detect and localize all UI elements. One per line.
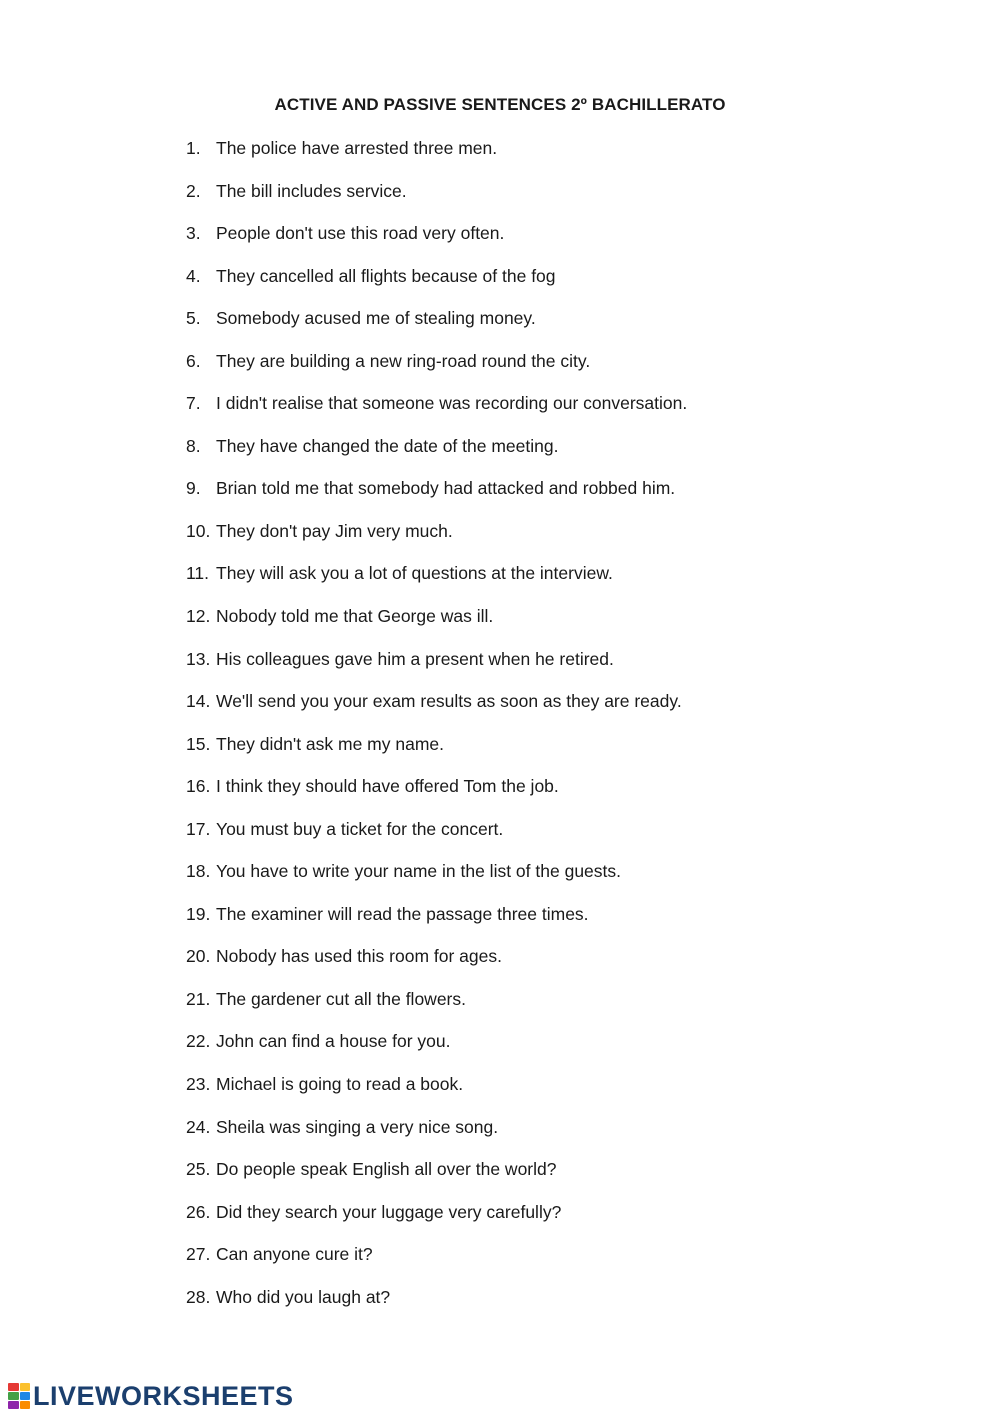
item-number: 26. xyxy=(186,1201,211,1222)
list-item xyxy=(186,221,687,264)
item-sentence: You have to write your name in the list of the guests. xyxy=(216,861,622,882)
item-sentence: Nobody told me that George was ill. xyxy=(216,606,494,627)
item-sentence: You must buy a ticket for the concert. xyxy=(216,818,504,839)
item-sentence: The examiner will read the passage three times. xyxy=(216,903,589,924)
item-number: 16. xyxy=(186,776,211,797)
list-item xyxy=(186,817,687,860)
logo-text: LIVEWORKSHEETS xyxy=(33,1380,294,1411)
logo-block xyxy=(8,1392,19,1400)
item-number: 1. xyxy=(186,138,201,158)
item-sentence: They have changed the date of the meeting. xyxy=(216,435,559,456)
list-item xyxy=(186,349,687,392)
list-item xyxy=(186,604,687,647)
item-number: 20. xyxy=(186,946,211,967)
item-sentence: The bill includes service. xyxy=(216,180,407,201)
list-item xyxy=(186,179,687,222)
item-number: 2. xyxy=(186,180,201,201)
list-item xyxy=(186,987,687,1030)
item-number: 19. xyxy=(186,903,211,924)
list-item xyxy=(186,476,687,519)
list-item xyxy=(186,689,687,732)
item-number: 13. xyxy=(186,648,211,669)
item-number: 25. xyxy=(186,1159,211,1180)
item-sentence: Can anyone cure it? xyxy=(216,1244,373,1265)
item-sentence: People don't use this road very often. xyxy=(216,223,505,244)
list-item xyxy=(186,1285,687,1328)
list-item xyxy=(186,1029,687,1072)
item-number: 21. xyxy=(186,988,211,1009)
item-sentence: The police have arrested three men. xyxy=(216,138,498,158)
list-item xyxy=(186,264,687,307)
item-sentence: Somebody acused me of stealing money. xyxy=(216,308,536,329)
item-number: 17. xyxy=(186,818,211,839)
item-number: 9. xyxy=(186,478,201,499)
list-item xyxy=(186,944,687,987)
item-number: 14. xyxy=(186,691,211,712)
item-number: 4. xyxy=(186,265,201,286)
item-number: 18. xyxy=(186,861,211,882)
list-item xyxy=(186,902,687,945)
item-number: 12. xyxy=(186,606,211,627)
item-number: 7. xyxy=(186,393,201,414)
sentence-list xyxy=(186,136,687,1327)
item-sentence: Did they search your luggage very carefully? xyxy=(216,1201,562,1222)
item-sentence: John can find a house for you. xyxy=(216,1031,451,1052)
list-item xyxy=(186,1115,687,1158)
item-sentence: They are building a new ring-road round the city. xyxy=(216,350,591,371)
list-item xyxy=(186,519,687,562)
logo-block xyxy=(8,1401,19,1409)
list-item xyxy=(186,1242,687,1285)
item-sentence: Michael is going to read a book. xyxy=(216,1074,464,1095)
list-item xyxy=(186,1200,687,1243)
item-number: 24. xyxy=(186,1116,211,1137)
item-sentence: Sheila was singing a very nice song. xyxy=(216,1116,499,1137)
footer-logo xyxy=(8,1381,294,1411)
page-title: ACTIVE AND PASSIVE SENTENCES 2º BACHILLERATO xyxy=(274,95,726,114)
item-sentence: His colleagues gave him a present when he retired. xyxy=(216,648,614,669)
logo-block xyxy=(8,1383,19,1391)
list-item xyxy=(186,306,687,349)
item-number: 3. xyxy=(186,223,201,244)
item-number: 28. xyxy=(186,1286,211,1307)
list-item xyxy=(186,136,687,179)
logo-block xyxy=(20,1401,31,1409)
item-sentence: I didn't realise that someone was recording our conversation. xyxy=(216,393,688,414)
item-number: 6. xyxy=(186,350,201,371)
list-item xyxy=(186,859,687,902)
list-item xyxy=(186,1072,687,1115)
list-item xyxy=(186,434,687,477)
item-number: 10. xyxy=(186,520,211,541)
list-item xyxy=(186,774,687,817)
item-number: 5. xyxy=(186,308,201,329)
item-sentence: I think they should have offered Tom the job. xyxy=(216,776,559,797)
item-sentence: Who did you laugh at? xyxy=(216,1286,391,1307)
item-number: 8. xyxy=(186,435,201,456)
item-sentence: The gardener cut all the flowers. xyxy=(216,988,466,1009)
item-sentence: Nobody has used this room for ages. xyxy=(216,946,502,967)
item-sentence: They cancelled all flights because of the fog xyxy=(216,265,556,286)
list-item xyxy=(186,1157,687,1200)
item-sentence: They don't pay Jim very much. xyxy=(216,520,453,541)
item-number: 23. xyxy=(186,1074,211,1095)
item-number: 22. xyxy=(186,1031,211,1052)
item-sentence: Do people speak English all over the world? xyxy=(216,1159,557,1180)
item-sentence: They will ask you a lot of questions at the interview. xyxy=(216,563,613,584)
list-item xyxy=(186,561,687,604)
item-number: 27. xyxy=(186,1244,211,1265)
item-number: 11. xyxy=(186,563,210,584)
list-item xyxy=(186,732,687,775)
logo-block xyxy=(20,1383,31,1391)
logo-block xyxy=(20,1392,31,1400)
list-item xyxy=(186,391,687,434)
list-item xyxy=(186,647,687,690)
liveworksheets-logo-icon xyxy=(8,1383,30,1409)
item-sentence: Brian told me that somebody had attacked and robbed him. xyxy=(216,478,676,499)
item-number: 15. xyxy=(186,733,211,754)
item-sentence: We'll send you your exam results as soon as they are ready. xyxy=(216,691,682,712)
item-sentence: They didn't ask me my name. xyxy=(216,733,445,754)
